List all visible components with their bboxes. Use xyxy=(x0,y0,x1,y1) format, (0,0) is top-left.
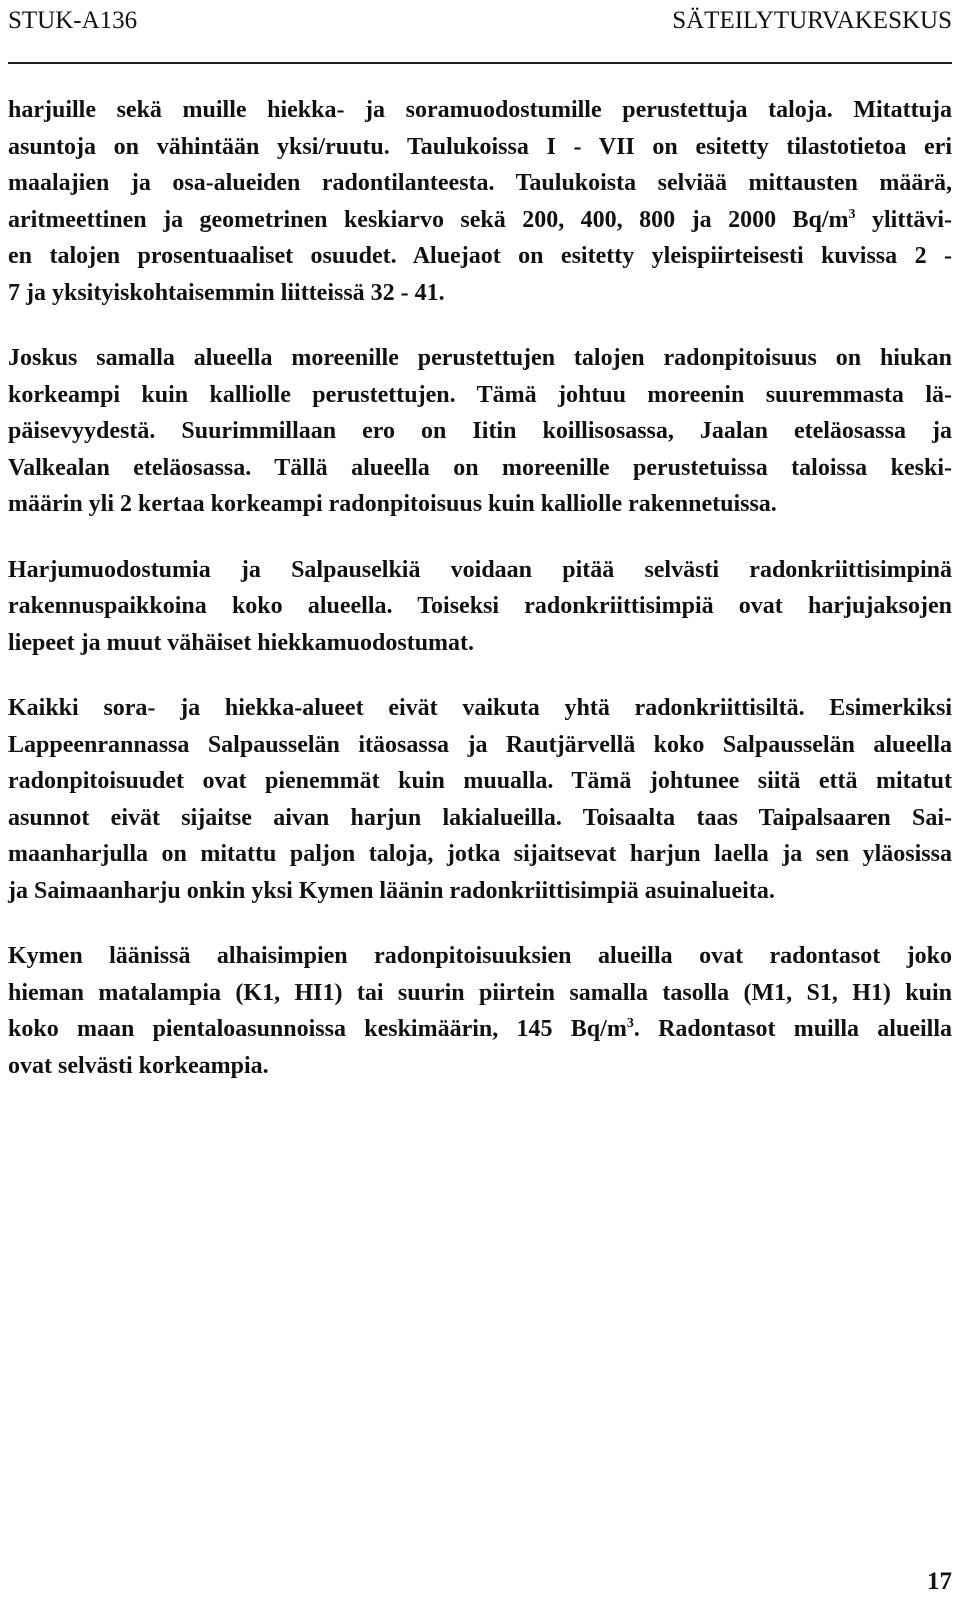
superscript: 3 xyxy=(848,206,856,222)
text-line: asuntoja on vähintään yksi/ruutu. Taulukoissa I - VII on esitetty tilastotietoa eri xyxy=(8,133,952,160)
text-line: Joskus samalla alueella moreenille perustettujen talojen radonpitoisuus on hiukan xyxy=(8,345,952,371)
text-segment: koko maan pientaloasunnoissa keskimäärin, 145 Bq/m xyxy=(8,1016,627,1042)
text-segment: aritmeettinen ja geometrinen keskiarvo sekä 200, 400, 800 ja 2000 Bq/m xyxy=(8,206,849,233)
text-line: korkeampi kuin kalliolle perustettujen. Tämä johtuu moreenin suuremmasta lä- xyxy=(8,381,952,408)
text-line: 7 ja yksityiskohtaisemmin liitteissä 32 - 41. xyxy=(8,279,445,306)
text-line: radonpitoisuudet ovat pienemmät kuin muualla. Tämä johtunee siitä että mitatut xyxy=(8,768,952,794)
header-rule xyxy=(8,62,952,64)
text-line: hieman matalampia (K1, HI1) tai suurin piirtein samalla tasolla (M1, S1, H1) kuin xyxy=(8,979,952,1006)
text-line: Lappeenrannassa Salpausselän itäosassa ja Rautjärvellä koko Salpausselän alueella xyxy=(8,731,952,758)
text-line: liepeet ja muut vähäiset hiekkamuodostumat. xyxy=(8,629,475,656)
text-line: rakennuspaikkoina koko alueella. Toiseksi radonkriittisimpiä ovat harjujaksojen xyxy=(8,593,952,619)
text-line: harjuille sekä muille hiekka- ja soramuodostumille perustettuja taloja. Mitattuja xyxy=(8,97,952,123)
text-line: Harjumuodostumia ja Salpauselkiä voidaan pitää selvästi radonkriittisimpinä xyxy=(8,556,952,583)
page-header xyxy=(8,4,952,38)
text-line-with-superscript xyxy=(8,202,952,239)
text-line: maanharjulla on mitattu paljon taloja, jotka sijaitsevat harjun laella ja sen yläosissa xyxy=(8,841,952,867)
text-line: ovat selvästi korkeampia. xyxy=(8,1052,269,1079)
paragraph-5 xyxy=(8,938,952,1084)
text-line: määrin yli 2 kertaa korkeampi radonpitoisuus kuin kalliolle rakennetuissa. xyxy=(8,491,777,517)
paragraph-3 xyxy=(8,552,952,662)
text-line: maalajien ja osa-alueiden radontilanteesta. Taulukoista selviää mittausten määrä, xyxy=(8,170,952,196)
page-number: 17 xyxy=(927,1568,952,1595)
text-line: päisevyydestä. Suurimmillaan ero on Iitin koillisosassa, Jaalan eteläosassa ja xyxy=(8,418,952,444)
report-code: STUK-A136 xyxy=(8,7,138,34)
paragraph-4 xyxy=(8,690,952,909)
publisher-name: SÄTEILYTURVAKESKUS xyxy=(672,7,952,34)
text-segment: ylittävi- xyxy=(855,206,952,233)
text-segment: . Radontasot muilla alueilla xyxy=(633,1016,952,1042)
text-line: Kaikki sora- ja hiekka-alueet eivät vaikuta yhtä radonkriittisiltä. Esimerkiksi xyxy=(8,695,952,721)
text-line: en talojen prosentuaaliset osuudet. Aluejaot on esitetty yleispiirteisesti kuvissa 2 - xyxy=(8,243,952,269)
paragraph-2 xyxy=(8,340,952,523)
body-text xyxy=(8,92,952,1113)
text-line: asunnot eivät sijaitse aivan harjun lakialueilla. Toisaalta taas Taipalsaaren Sai- xyxy=(8,804,952,831)
text-line: Valkealan eteläosassa. Tällä alueella on moreenille perustetuissa taloissa keski- xyxy=(8,454,952,481)
text-line: Kymen läänissä alhaisimpien radonpitoisuuksien alueilla ovat radontasot joko xyxy=(8,943,952,969)
paragraph-1 xyxy=(8,92,952,311)
text-line: ja Saimaanharju onkin yksi Kymen läänin radonkriittisimpiä asuinalueita. xyxy=(8,877,775,904)
superscript: 3 xyxy=(626,1016,634,1031)
text-line-with-superscript xyxy=(8,1011,952,1048)
